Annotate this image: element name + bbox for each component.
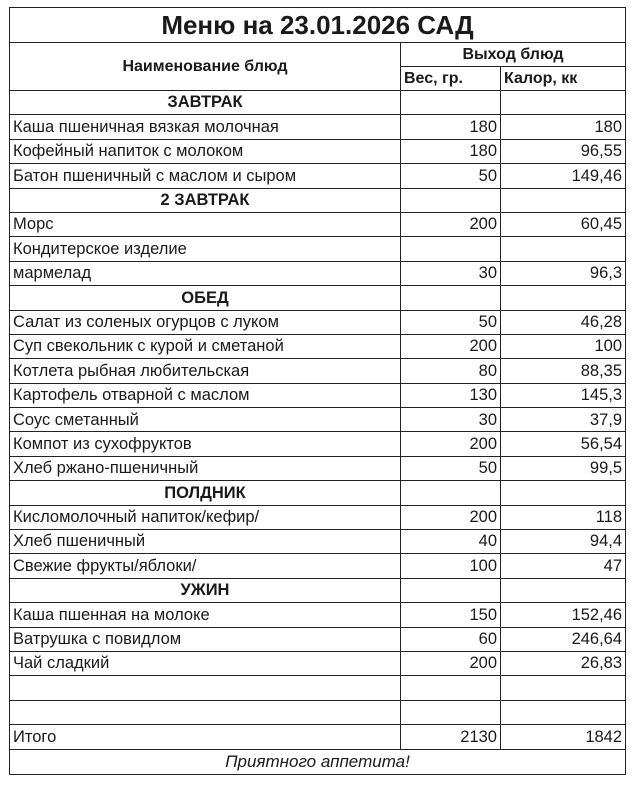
dish-name-cell: Чай сладкий (10, 651, 401, 675)
table-row (10, 530, 626, 554)
dish-name-cell: Батон пшеничный с маслом и сыром (10, 164, 401, 188)
section-row (10, 578, 626, 602)
weight-cell: 30 (401, 408, 501, 432)
calories-cell (501, 237, 626, 261)
header-row-1 (10, 43, 626, 67)
dish-name-cell: Кондитерское изделие (10, 237, 401, 261)
weight-cell: 50 (401, 310, 501, 334)
calories-cell (501, 578, 626, 602)
calories-cell (501, 188, 626, 212)
table-row (10, 115, 626, 139)
calories-cell: 56,54 (501, 432, 626, 456)
table-row (10, 164, 626, 188)
weight-cell: 200 (401, 651, 501, 675)
total-row (10, 725, 626, 749)
weight-cell: 180 (401, 115, 501, 139)
weight-cell (401, 481, 501, 505)
calories-cell: 46,28 (501, 310, 626, 334)
dish-name-cell (10, 700, 401, 724)
table-row (10, 505, 626, 529)
table-row (10, 334, 626, 358)
calories-cell: 100 (501, 334, 626, 358)
dish-name-cell: 2 ЗАВТРАК (10, 188, 401, 212)
calories-cell (501, 286, 626, 310)
weight-cell (401, 578, 501, 602)
calories-header: Калор, кк (501, 67, 626, 91)
dish-name-cell: Хлеб пшеничный (10, 530, 401, 554)
weight-cell (401, 91, 501, 115)
weight-cell: 40 (401, 530, 501, 554)
dish-name-cell: Компот из сухофруктов (10, 432, 401, 456)
dish-name-cell: Кофейный напиток с молоком (10, 139, 401, 163)
table-row (10, 408, 626, 432)
calories-cell: 99,5 (501, 456, 626, 480)
calories-cell: 1842 (501, 725, 626, 749)
calories-cell: 180 (501, 115, 626, 139)
section-row (10, 188, 626, 212)
dish-name-cell: Морс (10, 212, 401, 236)
weight-header: Вес, гр. (401, 67, 501, 91)
table-row (10, 310, 626, 334)
dish-name-cell: УЖИН (10, 578, 401, 602)
yield-group-header: Выход блюд (401, 43, 626, 67)
weight-cell: 100 (401, 554, 501, 578)
weight-cell: 200 (401, 505, 501, 529)
dish-name-cell: Свежие фрукты/яблоки/ (10, 554, 401, 578)
weight-cell: 60 (401, 627, 501, 651)
weight-cell: 2130 (401, 725, 501, 749)
dish-name-cell: Соус сметанный (10, 408, 401, 432)
table-row (10, 603, 626, 627)
footer-row (10, 749, 626, 774)
calories-cell: 88,35 (501, 359, 626, 383)
table-row (10, 432, 626, 456)
page-title: Меню на 23.01.2026 САД (10, 8, 626, 43)
table-row (10, 212, 626, 236)
calories-cell (501, 481, 626, 505)
dish-name-cell: Каша пшеничная вязкая молочная (10, 115, 401, 139)
title-row (10, 8, 626, 43)
dish-name-cell: Кисломолочный напиток/кефир/ (10, 505, 401, 529)
calories-cell: 118 (501, 505, 626, 529)
dish-name-cell: Ватрушка с повидлом (10, 627, 401, 651)
dish-name-header: Наименование блюд (10, 43, 401, 91)
dish-name-cell: Хлеб ржано-пшеничный (10, 456, 401, 480)
dish-name-cell: мармелад (10, 261, 401, 285)
calories-cell: 149,46 (501, 164, 626, 188)
menu-table (9, 7, 626, 775)
weight-cell (401, 700, 501, 724)
dish-name-cell: ПОЛДНИК (10, 481, 401, 505)
weight-cell: 30 (401, 261, 501, 285)
dish-name-cell: Котлета рыбная любительская (10, 359, 401, 383)
weight-cell: 50 (401, 164, 501, 188)
table-row (10, 261, 626, 285)
dish-name-cell: ЗАВТРАК (10, 91, 401, 115)
weight-cell: 200 (401, 334, 501, 358)
calories-cell (501, 91, 626, 115)
calories-cell: 246,64 (501, 627, 626, 651)
weight-cell (401, 286, 501, 310)
dish-name-cell: Итого (10, 725, 401, 749)
table-row (10, 383, 626, 407)
table-row (10, 139, 626, 163)
table-row (10, 627, 626, 651)
weight-cell: 200 (401, 432, 501, 456)
dish-name-cell: Каша пшенная на молоке (10, 603, 401, 627)
weight-cell (401, 676, 501, 700)
table-row (10, 554, 626, 578)
weight-cell: 180 (401, 139, 501, 163)
calories-cell: 26,83 (501, 651, 626, 675)
weight-cell: 130 (401, 383, 501, 407)
dish-name-cell: Картофель отварной с маслом (10, 383, 401, 407)
section-row (10, 481, 626, 505)
calories-cell (501, 676, 626, 700)
calories-cell: 47 (501, 554, 626, 578)
dish-name-cell (10, 676, 401, 700)
calories-cell: 152,46 (501, 603, 626, 627)
calories-cell: 94,4 (501, 530, 626, 554)
calories-cell: 96,3 (501, 261, 626, 285)
weight-cell: 50 (401, 456, 501, 480)
blank-row (10, 700, 626, 724)
calories-cell: 145,3 (501, 383, 626, 407)
dish-name-cell: Салат из соленых огурцов с луком (10, 310, 401, 334)
weight-cell (401, 237, 501, 261)
calories-cell: 96,55 (501, 139, 626, 163)
section-row (10, 286, 626, 310)
table-row (10, 456, 626, 480)
calories-cell: 37,9 (501, 408, 626, 432)
section-row (10, 91, 626, 115)
menu-sheet (9, 7, 625, 775)
weight-cell (401, 188, 501, 212)
blank-row (10, 676, 626, 700)
dish-name-cell: ОБЕД (10, 286, 401, 310)
weight-cell: 80 (401, 359, 501, 383)
dish-name-cell: Суп свекольник с курой и сметаной (10, 334, 401, 358)
table-row (10, 359, 626, 383)
weight-cell: 200 (401, 212, 501, 236)
calories-cell: 60,45 (501, 212, 626, 236)
calories-cell (501, 700, 626, 724)
footer-message: Приятного аппетита! (10, 749, 626, 774)
table-row (10, 237, 626, 261)
table-row (10, 651, 626, 675)
weight-cell: 150 (401, 603, 501, 627)
